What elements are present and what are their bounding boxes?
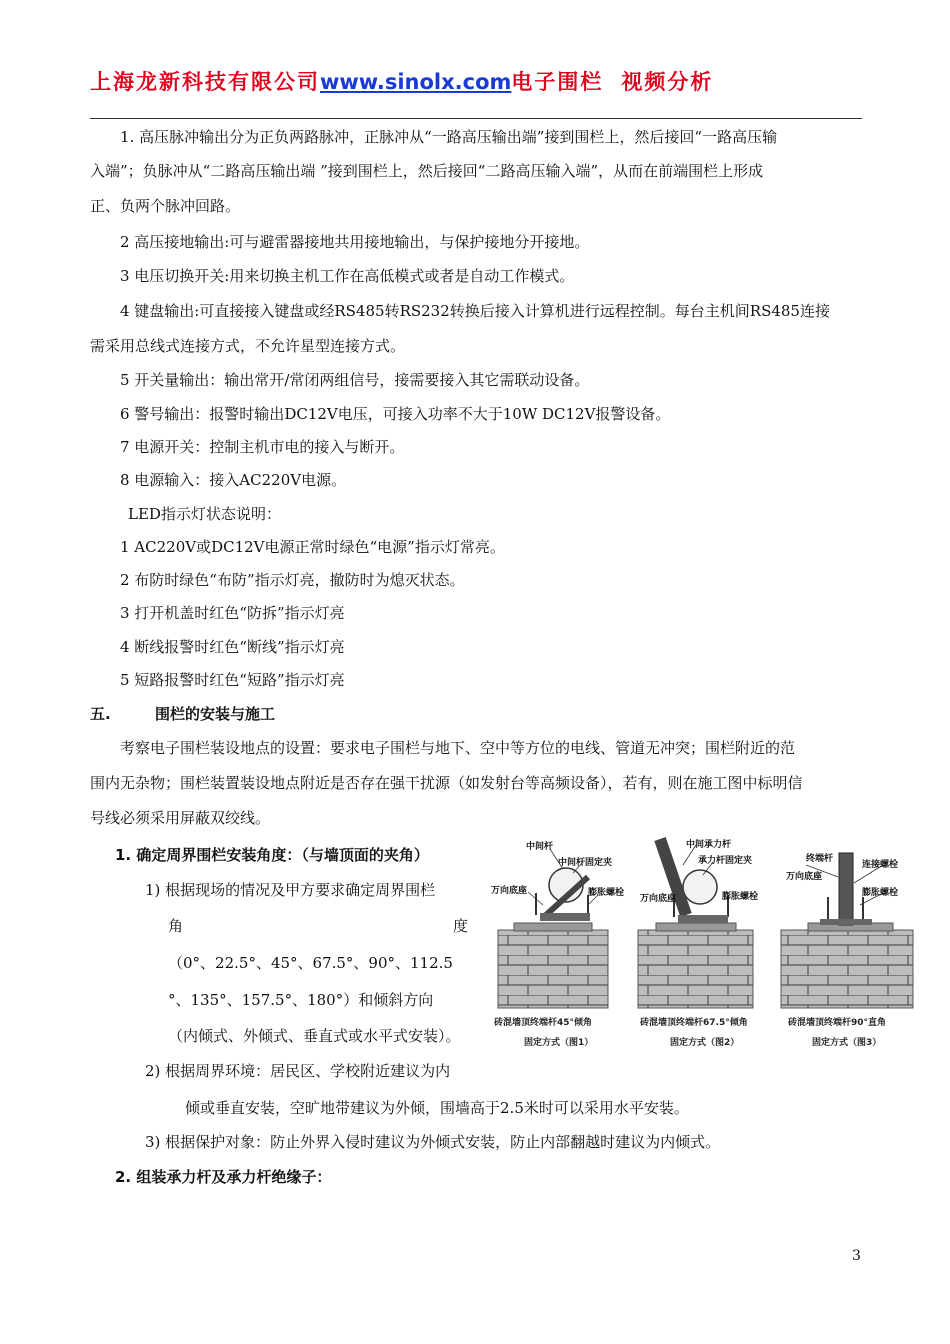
para-4-line-2: 需采用总线式连接方式，不允许星型连接方式。 bbox=[90, 337, 406, 355]
page-header bbox=[90, 66, 713, 96]
fig3-label-conn: 连接螺栓 bbox=[862, 860, 899, 870]
led-title: LED指示灯状态说明： bbox=[128, 505, 281, 523]
para-7: 7 电源开关：控制主机市电的接入与断开。 bbox=[120, 438, 405, 456]
figures-svg bbox=[488, 835, 918, 1055]
fig3-label-pole: 终端杆 bbox=[806, 854, 834, 864]
fig2-label-bolt: 膨胀螺栓 bbox=[722, 892, 759, 902]
fig1-label-clamp: 中间杆固定夹 bbox=[558, 858, 613, 868]
fig2-label-pole: 中间承力杆 bbox=[686, 840, 732, 850]
para-3: 3 电压切换开关:用来切换主机工作在高低模式或者是自动工作模式。 bbox=[120, 267, 575, 285]
figure-3 bbox=[781, 852, 913, 1048]
fig2-label-clamp: 承力杆固定夹 bbox=[698, 856, 753, 866]
page-number: 3 bbox=[852, 1248, 861, 1264]
section-title: 围栏的安装与施工 bbox=[155, 705, 276, 723]
service-name: 视频分析 bbox=[621, 70, 714, 94]
para-6: 6 警号输出：报警时输出DC12V电压，可接入功率不大于10W DC12V报警设备。 bbox=[120, 405, 671, 423]
led-item-2: 2 布防时绿色“布防”指示灯亮，撤防时为熄灭状态。 bbox=[120, 571, 465, 589]
fig3-label-base: 万向底座 bbox=[786, 872, 823, 882]
item-1-1-word-jiao: 角 bbox=[168, 917, 184, 935]
item-1-1-line-2 bbox=[168, 916, 468, 936]
company-name: 上海龙新科技有限公司 bbox=[90, 70, 320, 94]
fig1-caption-1: 砖混墙顶终端杆45°倾角 bbox=[494, 1018, 593, 1028]
item-1-2-line-2: 倾或垂直安装，空旷地带建议为外倾，围墙高于2.5米时可以采用水平安装。 bbox=[185, 1099, 689, 1117]
item-1-3: 3) 根据保护对象：防止外界入侵时建议为外倾式安装，防止内部翻越时建议为内倾式。 bbox=[145, 1133, 721, 1151]
section-intro-line-1: 考察电子围栏装设地点的设置：要求电子围栏与地下、空中等方位的电线、管道无冲突；围栏附近的范 bbox=[120, 739, 796, 757]
item-1-1-line-1: 1) 根据现场的情况及甲方要求确定周界围栏 bbox=[145, 881, 436, 899]
installation-figures bbox=[488, 835, 918, 1055]
figure-2 bbox=[638, 838, 758, 1048]
fig3-brick-wall bbox=[781, 930, 913, 1008]
subsection-2-title: 2. 组装承力杆及承力杆绝缘子： bbox=[115, 1168, 332, 1186]
led-item-1: 1 AC220V或DC12V电源正常时绿色“电源”指示灯常亮。 bbox=[120, 538, 505, 556]
fig1-label-bolt: 膨胀螺栓 bbox=[588, 888, 625, 898]
para-1-line-3: 正、负两个脉冲回路。 bbox=[90, 197, 241, 215]
para-5: 5 开关量输出：输出常开/常闭两组信号，接需要接入其它需联动设备。 bbox=[120, 371, 590, 389]
item-1-1-line-5: （内倾式、外倾式、垂直式或水平式安装）。 bbox=[168, 1027, 461, 1045]
item-1-2-line-1: 2) 根据周界环境：居民区、学校附近建议为内 bbox=[145, 1062, 451, 1080]
fig2-label-base: 万向底座 bbox=[640, 894, 677, 904]
product-name: 电子围栏 bbox=[511, 70, 604, 94]
fig3-pole bbox=[839, 853, 853, 925]
figure-1 bbox=[491, 840, 624, 1048]
section-intro-line-3: 号线必须采用屏蔽双绞线。 bbox=[90, 809, 271, 827]
subsection-1-title: 1. 确定周界围栏安装角度：（与墙顶面的夹角） bbox=[115, 846, 429, 864]
item-1-1-line-3: （0°、22.5°、45°、67.5°、90°、112.5 bbox=[168, 954, 453, 972]
website-link[interactable]: www.sinolx.com bbox=[320, 70, 512, 94]
fig2-caption-2: 固定方式（图2） bbox=[670, 1038, 740, 1048]
item-1-1-word-du: 度 bbox=[452, 917, 468, 935]
fig1-label-pole: 中间杆 bbox=[526, 842, 554, 852]
fig1-brick-wall bbox=[498, 930, 608, 1008]
item-1-1-line-4: °、135°、157.5°、180°）和倾斜方向 bbox=[168, 991, 434, 1009]
fig2-clamp bbox=[683, 870, 717, 904]
fig3-caption-1: 砖混墙顶终端杆90°直角 bbox=[788, 1018, 887, 1028]
fig2-caption-1: 砖混墙顶终端杆67.5°倾角 bbox=[640, 1018, 748, 1028]
led-item-4: 4 断线报警时红色“断线”指示灯亮 bbox=[120, 638, 345, 656]
led-item-3: 3 打开机盖时红色“防拆”指示灯亮 bbox=[120, 604, 345, 622]
para-2: 2 高压接地输出:可与避雷器接地共用接地输出，与保护接地分开接地。 bbox=[120, 233, 590, 251]
para-8: 8 电源输入：接入AC220V电源。 bbox=[120, 471, 347, 489]
para-4-line-1: 4 键盘输出:可直接接入键盘或经RS485转RS232转换后接入计算机进行远程控制。每台主机间RS485连接 bbox=[120, 302, 830, 320]
fig1-label-base: 万向底座 bbox=[491, 886, 528, 896]
fig3-label-bolt: 膨胀螺栓 bbox=[862, 888, 899, 898]
para-1-line-2: 入端”；负脉冲从“二路高压输出端 ”接到围栏上，然后接回“二路高压输入端”，从而在前端围栏上形成 bbox=[90, 162, 764, 180]
section-intro-line-2: 围内无杂物；围栏装置装设地点附近是否存在强干扰源（如发射台等高频设备），若有，则在施工图中标明信 bbox=[90, 774, 803, 792]
fig1-caption-2: 固定方式（图1） bbox=[524, 1038, 594, 1048]
para-1-line-1: 1. 高压脉冲输出分为正负两路脉冲，正脉冲从“一路高压输出端”接到围栏上，然后接回“一路高压输 bbox=[120, 128, 778, 146]
section-number: 五. bbox=[90, 705, 111, 723]
led-item-5: 5 短路报警时红色“短路”指示灯亮 bbox=[120, 671, 345, 689]
header-divider bbox=[90, 118, 862, 119]
fig2-brick-wall bbox=[638, 930, 753, 1008]
fig3-caption-2: 固定方式（图3） bbox=[812, 1038, 882, 1048]
